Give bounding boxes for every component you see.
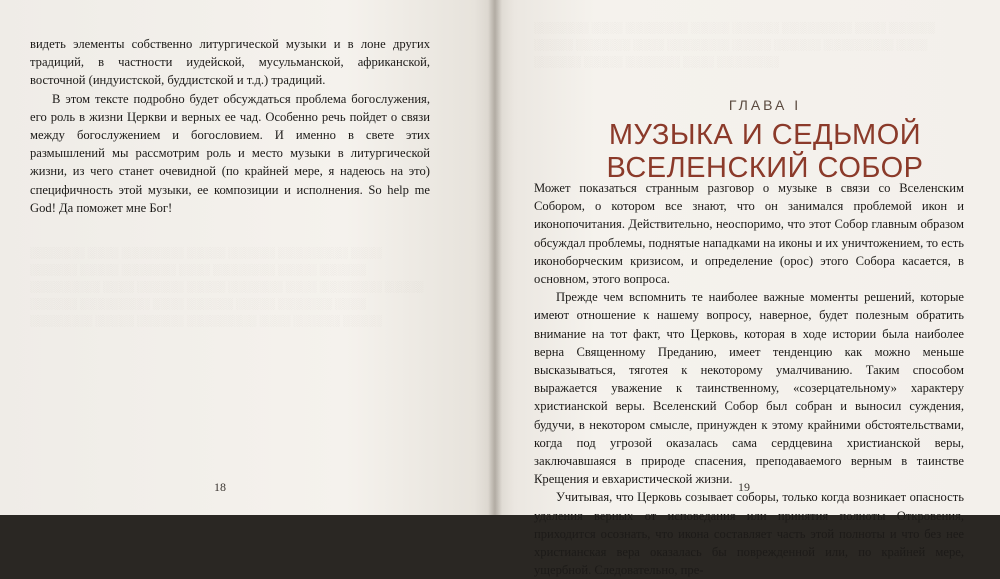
- chapter-label: ГЛАВА I: [728, 97, 802, 113]
- bleed-through-text: ░░░░░░░ ░░░░ ░░░░░░░░ ░░░░░ ░░░░░░ ░░░░░░░░░ ░░░░ ░░░░░░ ░░░░░ ░░░░░░░ ░░░░ ░░░░░░░░ ░░░░░ ░░░░░░ ░░░░░░░░░ ░░░░ ░░░░░░ ░░░░░ ░░░░░░░ ░░░░ ░░░░░░░░ ░░░░░ ░░░░░░ ░░░░░░░░░ ░░░░ ░░░░░░ ░░░░░ ░░░░░░░ ░░░░ ░░░░░░░░ ░░░░░ ░░░░░░ ░░░░░░░░░ ░░░░ ░░░░░░ ░░░░░: [30, 247, 424, 327]
- paragraph: Прежде чем вспомнить те наиболее важные моменты решений, которые имеют отношение к нашему вопросу, наверное, будет полезным обратить внимание на тот факт, что Церковь, которая в ходе истории была наиболее верна Священному Преданию, имеет тенденцию как можно меньше высказываться, тяготея к некоторому умалчиванию. Таким способом выражается уважение к таинственному, «созерцательному» характеру христианской веры. Вселенский Собор был собран и выносил суждения, будучи, в некотором смысле, принужден к этому крайними обстоятельствами, когда под угрозой оказалась сама сердцевина христианской веры, заключавшаяся в природе спасения, преподаваемого верным в таинстве Крещения и евхаристической жизни.: [534, 290, 964, 487]
- book-gutter: [488, 0, 502, 515]
- right-page: [494, 0, 1000, 578]
- chapter-title-line: МУЗЫКА И СЕДЬМОЙ: [608, 119, 922, 151]
- paragraph: Может показаться странным разговор о музыке в связи со Вселенским Собором, о котором все знают, что он занимался проблемой икон и иконопочитания. Действительно, неоспоримо, что этот Собор главным образом обсуждал проблемы, поднятые нападками на иконы и их уничтожением, то есть иконоборческим кризисом, и определение (орос) этого Собора касается, в основном, этого вопроса.: [534, 181, 964, 287]
- bleed-through-text: ░░░░░░░ ░░░░ ░░░░░░░░ ░░░░░ ░░░░░░ ░░░░░░░░░ ░░░░ ░░░░░░ ░░░░░ ░░░░░░░ ░░░░ ░░░░░░░░ ░░░░░ ░░░░░░ ░░░░░░░░░ ░░░░ ░░░░░░ ░░░░░ ░░░░░░░ ░░░░ ░░░░░░░░: [534, 22, 936, 68]
- paragraph: В этом тексте подробно будет обсуждаться проблема богослужения, его роль в жизни Церкви и верных ее чад. Особенно речь пойдет о связи между богослужением и богословием. И именно в свете этих размышлений мы рассмотрим роль и место музыки в литургической жизни, из чего станет очевидной (по крайней мере, я надеюсь на это) специфичность этой музыки, ее композиции и исполнения. So help me God! Да поможет мне Бог!: [30, 91, 430, 215]
- left-page: [0, 0, 494, 515]
- right-body-text: [534, 179, 964, 579]
- left-body-text: [30, 35, 430, 217]
- paragraph: Учитывая, что Церковь созывает соборы, только когда возникает опасность удаления верных от исповедания или принятия полноты Откровения, приходится осознать, что икона составляет часть этой полноты и что без нее христианская вера оказалась бы поврежденной или, по крайней мере, ущербной. Следовательно, пре-: [534, 490, 964, 578]
- page-number: 19: [738, 480, 750, 494]
- chapter-title-line: ВСЕЛЕНСКИЙ СОБОР: [606, 152, 924, 184]
- chapter-title: [550, 119, 980, 185]
- paragraph: видеть элементы собственно литургической музыки и в лоне других традиций, в частности иудейской, мусульманской, африканской, восточной (индуистской, буддистской и т.д.) традиций.: [30, 37, 430, 88]
- page-number: 18: [214, 480, 226, 494]
